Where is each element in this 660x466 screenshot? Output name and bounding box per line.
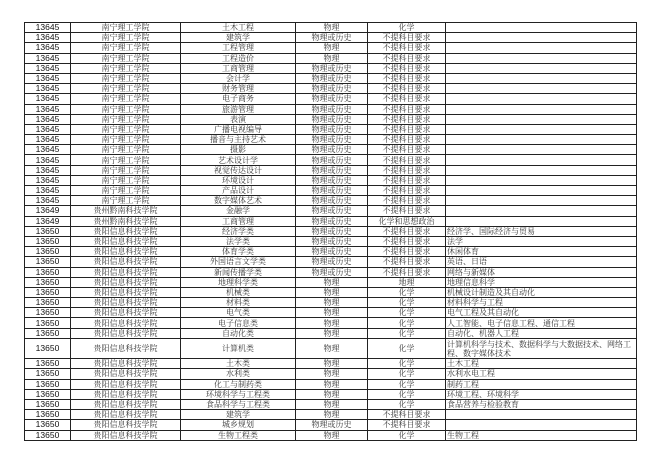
- table-row: [25, 124, 637, 134]
- table-row: [25, 420, 637, 430]
- school-name-cell: 贵阳信息科技学院: [71, 226, 181, 236]
- school-name-cell: 南宁理工学院: [71, 135, 181, 145]
- school-name-cell: 贵阳信息科技学院: [71, 359, 181, 369]
- primary-subject-cell: 物理或历史: [296, 63, 368, 73]
- included-majors-cell: [446, 420, 637, 430]
- included-majors-cell: [446, 206, 637, 216]
- table-row: [25, 328, 637, 338]
- included-majors-cell: [446, 175, 637, 185]
- major-name-cell: 经济学类: [181, 226, 296, 236]
- primary-subject-cell: 物理: [296, 23, 368, 33]
- secondary-subject-cell: 不提科目要求: [368, 247, 446, 257]
- primary-subject-cell: 物理或历史: [296, 175, 368, 185]
- included-majors-cell: [446, 165, 637, 175]
- included-majors-cell: 机械设计制造及其自动化: [446, 287, 637, 297]
- major-name-cell: 土木工程: [181, 23, 296, 33]
- included-majors-cell: 英语、日语: [446, 257, 637, 267]
- school-code-cell: 13650: [25, 247, 71, 257]
- school-name-cell: 南宁理工学院: [71, 186, 181, 196]
- table-row: [25, 104, 637, 114]
- secondary-subject-cell: 化学: [368, 328, 446, 338]
- secondary-subject-cell: 不提科目要求: [368, 33, 446, 43]
- school-name-cell: 南宁理工学院: [71, 165, 181, 175]
- major-name-cell: 计算机类: [181, 338, 296, 358]
- table-row: [25, 369, 637, 379]
- school-name-cell: 贵阳信息科技学院: [71, 420, 181, 430]
- secondary-subject-cell: 化学: [368, 287, 446, 297]
- secondary-subject-cell: 化学和思想政治: [368, 216, 446, 226]
- table-row: [25, 359, 637, 369]
- secondary-subject-cell: 不提科目要求: [368, 63, 446, 73]
- included-majors-cell: [446, 216, 637, 226]
- school-code-cell: 13645: [25, 175, 71, 185]
- major-name-cell: 电气类: [181, 308, 296, 318]
- school-name-cell: 南宁理工学院: [71, 94, 181, 104]
- primary-subject-cell: 物理: [296, 410, 368, 420]
- school-name-cell: 贵阳信息科技学院: [71, 308, 181, 318]
- included-majors-cell: 网络与新媒体: [446, 267, 637, 277]
- primary-subject-cell: 物理: [296, 399, 368, 409]
- school-name-cell: 南宁理工学院: [71, 84, 181, 94]
- school-code-cell: 13650: [25, 308, 71, 318]
- table-row: [25, 175, 637, 185]
- school-code-cell: 13650: [25, 420, 71, 430]
- included-majors-cell: 人工智能、电子信息工程、通信工程: [446, 318, 637, 328]
- primary-subject-cell: 物理: [296, 308, 368, 318]
- table-row: [25, 145, 637, 155]
- table-row: [25, 155, 637, 165]
- major-name-cell: 建筑学: [181, 410, 296, 420]
- included-majors-cell: [446, 124, 637, 134]
- school-name-cell: 贵阳信息科技学院: [71, 399, 181, 409]
- school-code-cell: 13650: [25, 338, 71, 358]
- major-name-cell: 产品设计: [181, 186, 296, 196]
- included-majors-cell: 食品营养与检验教育: [446, 399, 637, 409]
- major-name-cell: 数字媒体艺术: [181, 196, 296, 206]
- secondary-subject-cell: 化学: [368, 389, 446, 399]
- included-majors-cell: [446, 410, 637, 420]
- major-name-cell: 地理科学类: [181, 277, 296, 287]
- included-majors-cell: [446, 84, 637, 94]
- secondary-subject-cell: 地理: [368, 277, 446, 287]
- school-code-cell: 13650: [25, 236, 71, 246]
- school-code-cell: 13650: [25, 328, 71, 338]
- table-row: [25, 298, 637, 308]
- secondary-subject-cell: 不提科目要求: [368, 236, 446, 246]
- major-name-cell: 机械类: [181, 287, 296, 297]
- included-majors-cell: 法学: [446, 236, 637, 246]
- included-majors-cell: [446, 33, 637, 43]
- primary-subject-cell: 物理或历史: [296, 257, 368, 267]
- included-majors-cell: [446, 196, 637, 206]
- primary-subject-cell: 物理或历史: [296, 73, 368, 83]
- primary-subject-cell: 物理或历史: [296, 124, 368, 134]
- school-code-cell: 13650: [25, 257, 71, 267]
- school-name-cell: 贵阳信息科技学院: [71, 379, 181, 389]
- included-majors-cell: 自动化、机器人工程: [446, 328, 637, 338]
- table-row: [25, 257, 637, 267]
- major-name-cell: 食品科学与工程类: [181, 399, 296, 409]
- school-name-cell: 南宁理工学院: [71, 155, 181, 165]
- secondary-subject-cell: 不提科目要求: [368, 206, 446, 216]
- table-row: [25, 114, 637, 124]
- secondary-subject-cell: 化学: [368, 318, 446, 328]
- secondary-subject-cell: 不提科目要求: [368, 114, 446, 124]
- secondary-subject-cell: 化学: [368, 369, 446, 379]
- table-row: [25, 338, 637, 358]
- school-code-cell: 13650: [25, 298, 71, 308]
- school-code-cell: 13645: [25, 63, 71, 73]
- table-row: [25, 186, 637, 196]
- major-name-cell: 生物工程类: [181, 430, 296, 440]
- secondary-subject-cell: 不提科目要求: [368, 145, 446, 155]
- included-majors-cell: 电气工程及其自动化: [446, 308, 637, 318]
- school-name-cell: 贵阳信息科技学院: [71, 277, 181, 287]
- school-code-cell: 13645: [25, 114, 71, 124]
- primary-subject-cell: 物理: [296, 318, 368, 328]
- table-row: [25, 196, 637, 206]
- secondary-subject-cell: 化学: [368, 308, 446, 318]
- major-name-cell: 艺术设计学: [181, 155, 296, 165]
- major-name-cell: 表演: [181, 114, 296, 124]
- table-row: [25, 165, 637, 175]
- school-code-cell: 13650: [25, 379, 71, 389]
- school-name-cell: 南宁理工学院: [71, 104, 181, 114]
- major-name-cell: 播音与主持艺术: [181, 135, 296, 145]
- table-row: [25, 226, 637, 236]
- table-row: [25, 94, 637, 104]
- major-name-cell: 建筑学: [181, 33, 296, 43]
- school-code-cell: 13650: [25, 410, 71, 420]
- table-row: [25, 216, 637, 226]
- school-code-cell: 13645: [25, 53, 71, 63]
- school-code-cell: 13650: [25, 287, 71, 297]
- primary-subject-cell: 物理: [296, 359, 368, 369]
- table-row: [25, 23, 637, 33]
- included-majors-cell: 水利水电工程: [446, 369, 637, 379]
- school-code-cell: 13650: [25, 226, 71, 236]
- primary-subject-cell: 物理或历史: [296, 247, 368, 257]
- secondary-subject-cell: 不提科目要求: [368, 165, 446, 175]
- school-name-cell: 贵阳信息科技学院: [71, 389, 181, 399]
- major-name-cell: 广播电视编导: [181, 124, 296, 134]
- school-name-cell: 南宁理工学院: [71, 23, 181, 33]
- secondary-subject-cell: 不提科目要求: [368, 94, 446, 104]
- included-majors-cell: 生物工程: [446, 430, 637, 440]
- school-name-cell: 南宁理工学院: [71, 63, 181, 73]
- table-row: [25, 33, 637, 43]
- school-code-cell: 13650: [25, 318, 71, 328]
- school-code-cell: 13650: [25, 267, 71, 277]
- major-name-cell: 外国语言文学类: [181, 257, 296, 267]
- included-majors-cell: 计算机科学与技术、数据科学与大数据技术、网络工程、数字媒体技术: [446, 338, 637, 358]
- included-majors-cell: [446, 135, 637, 145]
- major-name-cell: 财务管理: [181, 84, 296, 94]
- primary-subject-cell: 物理或历史: [296, 206, 368, 216]
- school-code-cell: 13645: [25, 84, 71, 94]
- primary-subject-cell: 物理: [296, 338, 368, 358]
- primary-subject-cell: 物理: [296, 389, 368, 399]
- school-name-cell: 南宁理工学院: [71, 43, 181, 53]
- school-code-cell: 13645: [25, 23, 71, 33]
- table-row: [25, 379, 637, 389]
- school-code-cell: 13650: [25, 389, 71, 399]
- secondary-subject-cell: 不提科目要求: [368, 53, 446, 63]
- school-code-cell: 13650: [25, 359, 71, 369]
- school-code-cell: 13650: [25, 369, 71, 379]
- secondary-subject-cell: 不提科目要求: [368, 186, 446, 196]
- major-name-cell: 城乡规划: [181, 420, 296, 430]
- major-name-cell: 工商管理: [181, 216, 296, 226]
- secondary-subject-cell: 不提科目要求: [368, 196, 446, 206]
- secondary-subject-cell: 化学: [368, 23, 446, 33]
- school-name-cell: 贵阳信息科技学院: [71, 267, 181, 277]
- included-majors-cell: 环境工程、环境科学: [446, 389, 637, 399]
- school-name-cell: 贵州黔南科技学院: [71, 206, 181, 216]
- school-name-cell: 贵阳信息科技学院: [71, 236, 181, 246]
- school-code-cell: 13645: [25, 73, 71, 83]
- included-majors-cell: [446, 145, 637, 155]
- primary-subject-cell: 物理或历史: [296, 135, 368, 145]
- school-name-cell: 贵阳信息科技学院: [71, 430, 181, 440]
- school-code-cell: 13645: [25, 135, 71, 145]
- primary-subject-cell: 物理: [296, 328, 368, 338]
- school-code-cell: 13649: [25, 216, 71, 226]
- school-code-cell: 13645: [25, 196, 71, 206]
- included-majors-cell: [446, 23, 637, 33]
- school-code-cell: 13645: [25, 124, 71, 134]
- school-code-cell: 13645: [25, 155, 71, 165]
- secondary-subject-cell: 化学: [368, 399, 446, 409]
- school-code-cell: 13649: [25, 206, 71, 216]
- school-code-cell: 13650: [25, 430, 71, 440]
- major-name-cell: 工程管理: [181, 43, 296, 53]
- included-majors-cell: 休闲体育: [446, 247, 637, 257]
- table-row: [25, 206, 637, 216]
- school-name-cell: 南宁理工学院: [71, 196, 181, 206]
- included-majors-cell: [446, 53, 637, 63]
- major-name-cell: 旅游管理: [181, 104, 296, 114]
- included-majors-cell: [446, 114, 637, 124]
- secondary-subject-cell: 不提科目要求: [368, 43, 446, 53]
- included-majors-cell: 土木工程: [446, 359, 637, 369]
- secondary-subject-cell: 不提科目要求: [368, 420, 446, 430]
- major-name-cell: 土木类: [181, 359, 296, 369]
- table-row: [25, 53, 637, 63]
- secondary-subject-cell: 不提科目要求: [368, 226, 446, 236]
- primary-subject-cell: 物理: [296, 277, 368, 287]
- major-name-cell: 环境科学与工程类: [181, 389, 296, 399]
- school-code-cell: 13645: [25, 145, 71, 155]
- admission-subject-table: [24, 22, 637, 441]
- primary-subject-cell: 物理或历史: [296, 267, 368, 277]
- primary-subject-cell: 物理或历史: [296, 216, 368, 226]
- table-row: [25, 267, 637, 277]
- included-majors-cell: 制药工程: [446, 379, 637, 389]
- table-row: [25, 247, 637, 257]
- school-name-cell: 南宁理工学院: [71, 175, 181, 185]
- major-name-cell: 体育学类: [181, 247, 296, 257]
- table-row: [25, 84, 637, 94]
- secondary-subject-cell: 化学: [368, 298, 446, 308]
- secondary-subject-cell: 化学: [368, 430, 446, 440]
- secondary-subject-cell: 不提科目要求: [368, 155, 446, 165]
- included-majors-cell: [446, 94, 637, 104]
- table-row: [25, 399, 637, 409]
- secondary-subject-cell: 不提科目要求: [368, 73, 446, 83]
- major-name-cell: 化工与制药类: [181, 379, 296, 389]
- primary-subject-cell: 物理: [296, 43, 368, 53]
- secondary-subject-cell: 不提科目要求: [368, 410, 446, 420]
- primary-subject-cell: 物理或历史: [296, 165, 368, 175]
- included-majors-cell: [446, 155, 637, 165]
- table-row: [25, 73, 637, 83]
- secondary-subject-cell: 化学: [368, 379, 446, 389]
- school-code-cell: 13645: [25, 104, 71, 114]
- included-majors-cell: [446, 73, 637, 83]
- primary-subject-cell: 物理或历史: [296, 145, 368, 155]
- school-name-cell: 贵阳信息科技学院: [71, 257, 181, 267]
- major-name-cell: 自动化类: [181, 328, 296, 338]
- table-row: [25, 410, 637, 420]
- major-name-cell: 材料类: [181, 298, 296, 308]
- school-name-cell: 贵阳信息科技学院: [71, 369, 181, 379]
- table-row: [25, 135, 637, 145]
- included-majors-cell: 材料科学与工程: [446, 298, 637, 308]
- major-name-cell: 金融学: [181, 206, 296, 216]
- major-name-cell: 环境设计: [181, 175, 296, 185]
- primary-subject-cell: 物理或历史: [296, 420, 368, 430]
- secondary-subject-cell: 不提科目要求: [368, 135, 446, 145]
- school-code-cell: 13645: [25, 186, 71, 196]
- major-name-cell: 电子信息类: [181, 318, 296, 328]
- school-name-cell: 贵阳信息科技学院: [71, 247, 181, 257]
- primary-subject-cell: 物理或历史: [296, 196, 368, 206]
- school-name-cell: 贵阳信息科技学院: [71, 318, 181, 328]
- primary-subject-cell: 物理或历史: [296, 33, 368, 43]
- primary-subject-cell: 物理: [296, 298, 368, 308]
- secondary-subject-cell: 不提科目要求: [368, 257, 446, 267]
- primary-subject-cell: 物理或历史: [296, 104, 368, 114]
- school-name-cell: 贵阳信息科技学院: [71, 410, 181, 420]
- primary-subject-cell: 物理或历史: [296, 155, 368, 165]
- table-row: [25, 63, 637, 73]
- secondary-subject-cell: 不提科目要求: [368, 267, 446, 277]
- secondary-subject-cell: 不提科目要求: [368, 175, 446, 185]
- school-name-cell: 贵州黔南科技学院: [71, 216, 181, 226]
- major-name-cell: 电子商务: [181, 94, 296, 104]
- secondary-subject-cell: 不提科目要求: [368, 84, 446, 94]
- school-name-cell: 贵阳信息科技学院: [71, 338, 181, 358]
- school-name-cell: 南宁理工学院: [71, 124, 181, 134]
- major-name-cell: 法学类: [181, 236, 296, 246]
- table-row: [25, 430, 637, 440]
- major-name-cell: 会计学: [181, 73, 296, 83]
- included-majors-cell: [446, 43, 637, 53]
- secondary-subject-cell: 化学: [368, 338, 446, 358]
- school-name-cell: 贵阳信息科技学院: [71, 328, 181, 338]
- major-name-cell: 新闻传播学类: [181, 267, 296, 277]
- secondary-subject-cell: 不提科目要求: [368, 104, 446, 114]
- school-name-cell: 南宁理工学院: [71, 33, 181, 43]
- school-code-cell: 13650: [25, 399, 71, 409]
- secondary-subject-cell: 不提科目要求: [368, 124, 446, 134]
- primary-subject-cell: 物理或历史: [296, 84, 368, 94]
- secondary-subject-cell: 化学: [368, 359, 446, 369]
- table-row: [25, 277, 637, 287]
- primary-subject-cell: 物理或历史: [296, 114, 368, 124]
- school-code-cell: 13645: [25, 165, 71, 175]
- school-code-cell: 13645: [25, 94, 71, 104]
- major-name-cell: 工商管理: [181, 63, 296, 73]
- primary-subject-cell: 物理: [296, 430, 368, 440]
- table-row: [25, 43, 637, 53]
- school-name-cell: 南宁理工学院: [71, 114, 181, 124]
- table-row: [25, 236, 637, 246]
- included-majors-cell: 经济学、国际经济与贸易: [446, 226, 637, 236]
- included-majors-cell: [446, 186, 637, 196]
- school-name-cell: 贵阳信息科技学院: [71, 287, 181, 297]
- table-row: [25, 389, 637, 399]
- primary-subject-cell: 物理或历史: [296, 186, 368, 196]
- primary-subject-cell: 物理: [296, 369, 368, 379]
- primary-subject-cell: 物理: [296, 379, 368, 389]
- table-row: [25, 287, 637, 297]
- table-row: [25, 308, 637, 318]
- major-name-cell: 工程造价: [181, 53, 296, 63]
- primary-subject-cell: 物理或历史: [296, 94, 368, 104]
- school-name-cell: 南宁理工学院: [71, 145, 181, 155]
- primary-subject-cell: 物理或历史: [296, 236, 368, 246]
- major-name-cell: 水利类: [181, 369, 296, 379]
- included-majors-cell: 地理信息科学: [446, 277, 637, 287]
- table-row: [25, 318, 637, 328]
- school-name-cell: 南宁理工学院: [71, 73, 181, 83]
- included-majors-cell: [446, 63, 637, 73]
- primary-subject-cell: 物理或历史: [296, 226, 368, 236]
- school-name-cell: 贵阳信息科技学院: [71, 298, 181, 308]
- school-code-cell: 13650: [25, 277, 71, 287]
- primary-subject-cell: 物理: [296, 287, 368, 297]
- school-code-cell: 13645: [25, 33, 71, 43]
- included-majors-cell: [446, 104, 637, 114]
- primary-subject-cell: 物理: [296, 53, 368, 63]
- school-code-cell: 13645: [25, 43, 71, 53]
- school-name-cell: 南宁理工学院: [71, 53, 181, 63]
- major-name-cell: 摄影: [181, 145, 296, 155]
- major-name-cell: 视觉传达设计: [181, 165, 296, 175]
